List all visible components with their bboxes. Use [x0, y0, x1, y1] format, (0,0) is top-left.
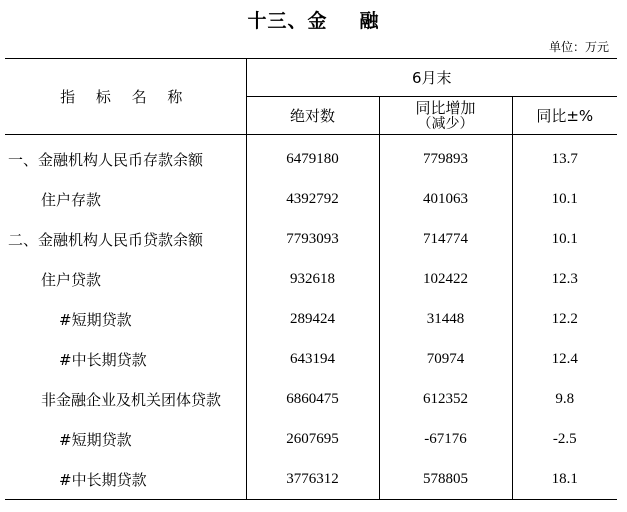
table-row: [5, 135, 617, 180]
table-row: [5, 219, 617, 259]
header-pct: 同比±%: [512, 97, 617, 135]
title-tail: 融: [359, 10, 380, 32]
row-absolute: 6860475: [246, 379, 379, 419]
table-row: [5, 179, 617, 219]
table-row: [5, 299, 617, 339]
row-pct: -2.5: [552, 430, 577, 447]
row-absolute: 2607695: [246, 419, 379, 459]
row-change: 31448: [379, 299, 512, 339]
row-change: 578805: [379, 459, 512, 500]
row-change: 714774: [379, 219, 512, 259]
table-row: [5, 379, 617, 419]
header-period: 6月末: [246, 59, 617, 97]
row-pct: 12.2: [551, 310, 578, 327]
row-change: 401063: [379, 179, 512, 219]
row-pct: 13.7: [551, 150, 578, 167]
row-absolute: 7793093: [246, 219, 379, 259]
header-indicator: 指 标 名 称: [5, 59, 246, 135]
row-absolute: 932618: [246, 259, 379, 299]
row-absolute: 4392792: [246, 179, 379, 219]
header-absolute: 绝对数: [246, 97, 379, 135]
table-row: [5, 259, 617, 299]
row-pct: 10.1: [551, 230, 578, 247]
header-change-line2: （减少）: [417, 115, 474, 132]
finance-table: [5, 58, 617, 500]
row-name: #短期贷款: [5, 419, 246, 459]
row-pct: 12.3: [551, 270, 578, 287]
row-name: 一、金融机构人民币存款余额: [5, 135, 246, 180]
row-pct: 9.8: [555, 390, 575, 407]
row-absolute: 3776312: [246, 459, 379, 500]
row-pct: 12.4: [551, 350, 578, 367]
row-pct: 18.1: [512, 459, 617, 500]
page-title: [0, 6, 627, 33]
header-change-line1: 同比增加: [415, 98, 476, 117]
row-absolute: 643194: [246, 339, 379, 379]
table-row: [5, 339, 617, 379]
row-change: 70974: [379, 339, 512, 379]
unit-label: 单位：万元: [548, 40, 609, 54]
header-change: [379, 97, 512, 135]
row-change: 779893: [379, 135, 512, 180]
row-change: 102422: [379, 259, 512, 299]
row-name: 住户存款: [5, 179, 246, 219]
row-absolute: 289424: [246, 299, 379, 339]
table-row: [5, 459, 617, 500]
row-name: #短期贷款: [5, 299, 246, 339]
row-name: #中长期贷款: [5, 459, 246, 500]
row-change: -67176: [379, 419, 512, 459]
row-name: 二、金融机构人民币贷款余额: [5, 219, 246, 259]
title-main: 十三、金: [247, 10, 328, 32]
row-pct: 10.1: [551, 190, 578, 207]
row-absolute: 6479180: [246, 135, 379, 180]
row-name: 非金融企业及机关团体贷款: [5, 379, 246, 419]
row-name: 住户贷款: [5, 259, 246, 299]
row-name: #中长期贷款: [5, 339, 246, 379]
row-change: 612352: [379, 379, 512, 419]
table-row: [5, 419, 617, 459]
